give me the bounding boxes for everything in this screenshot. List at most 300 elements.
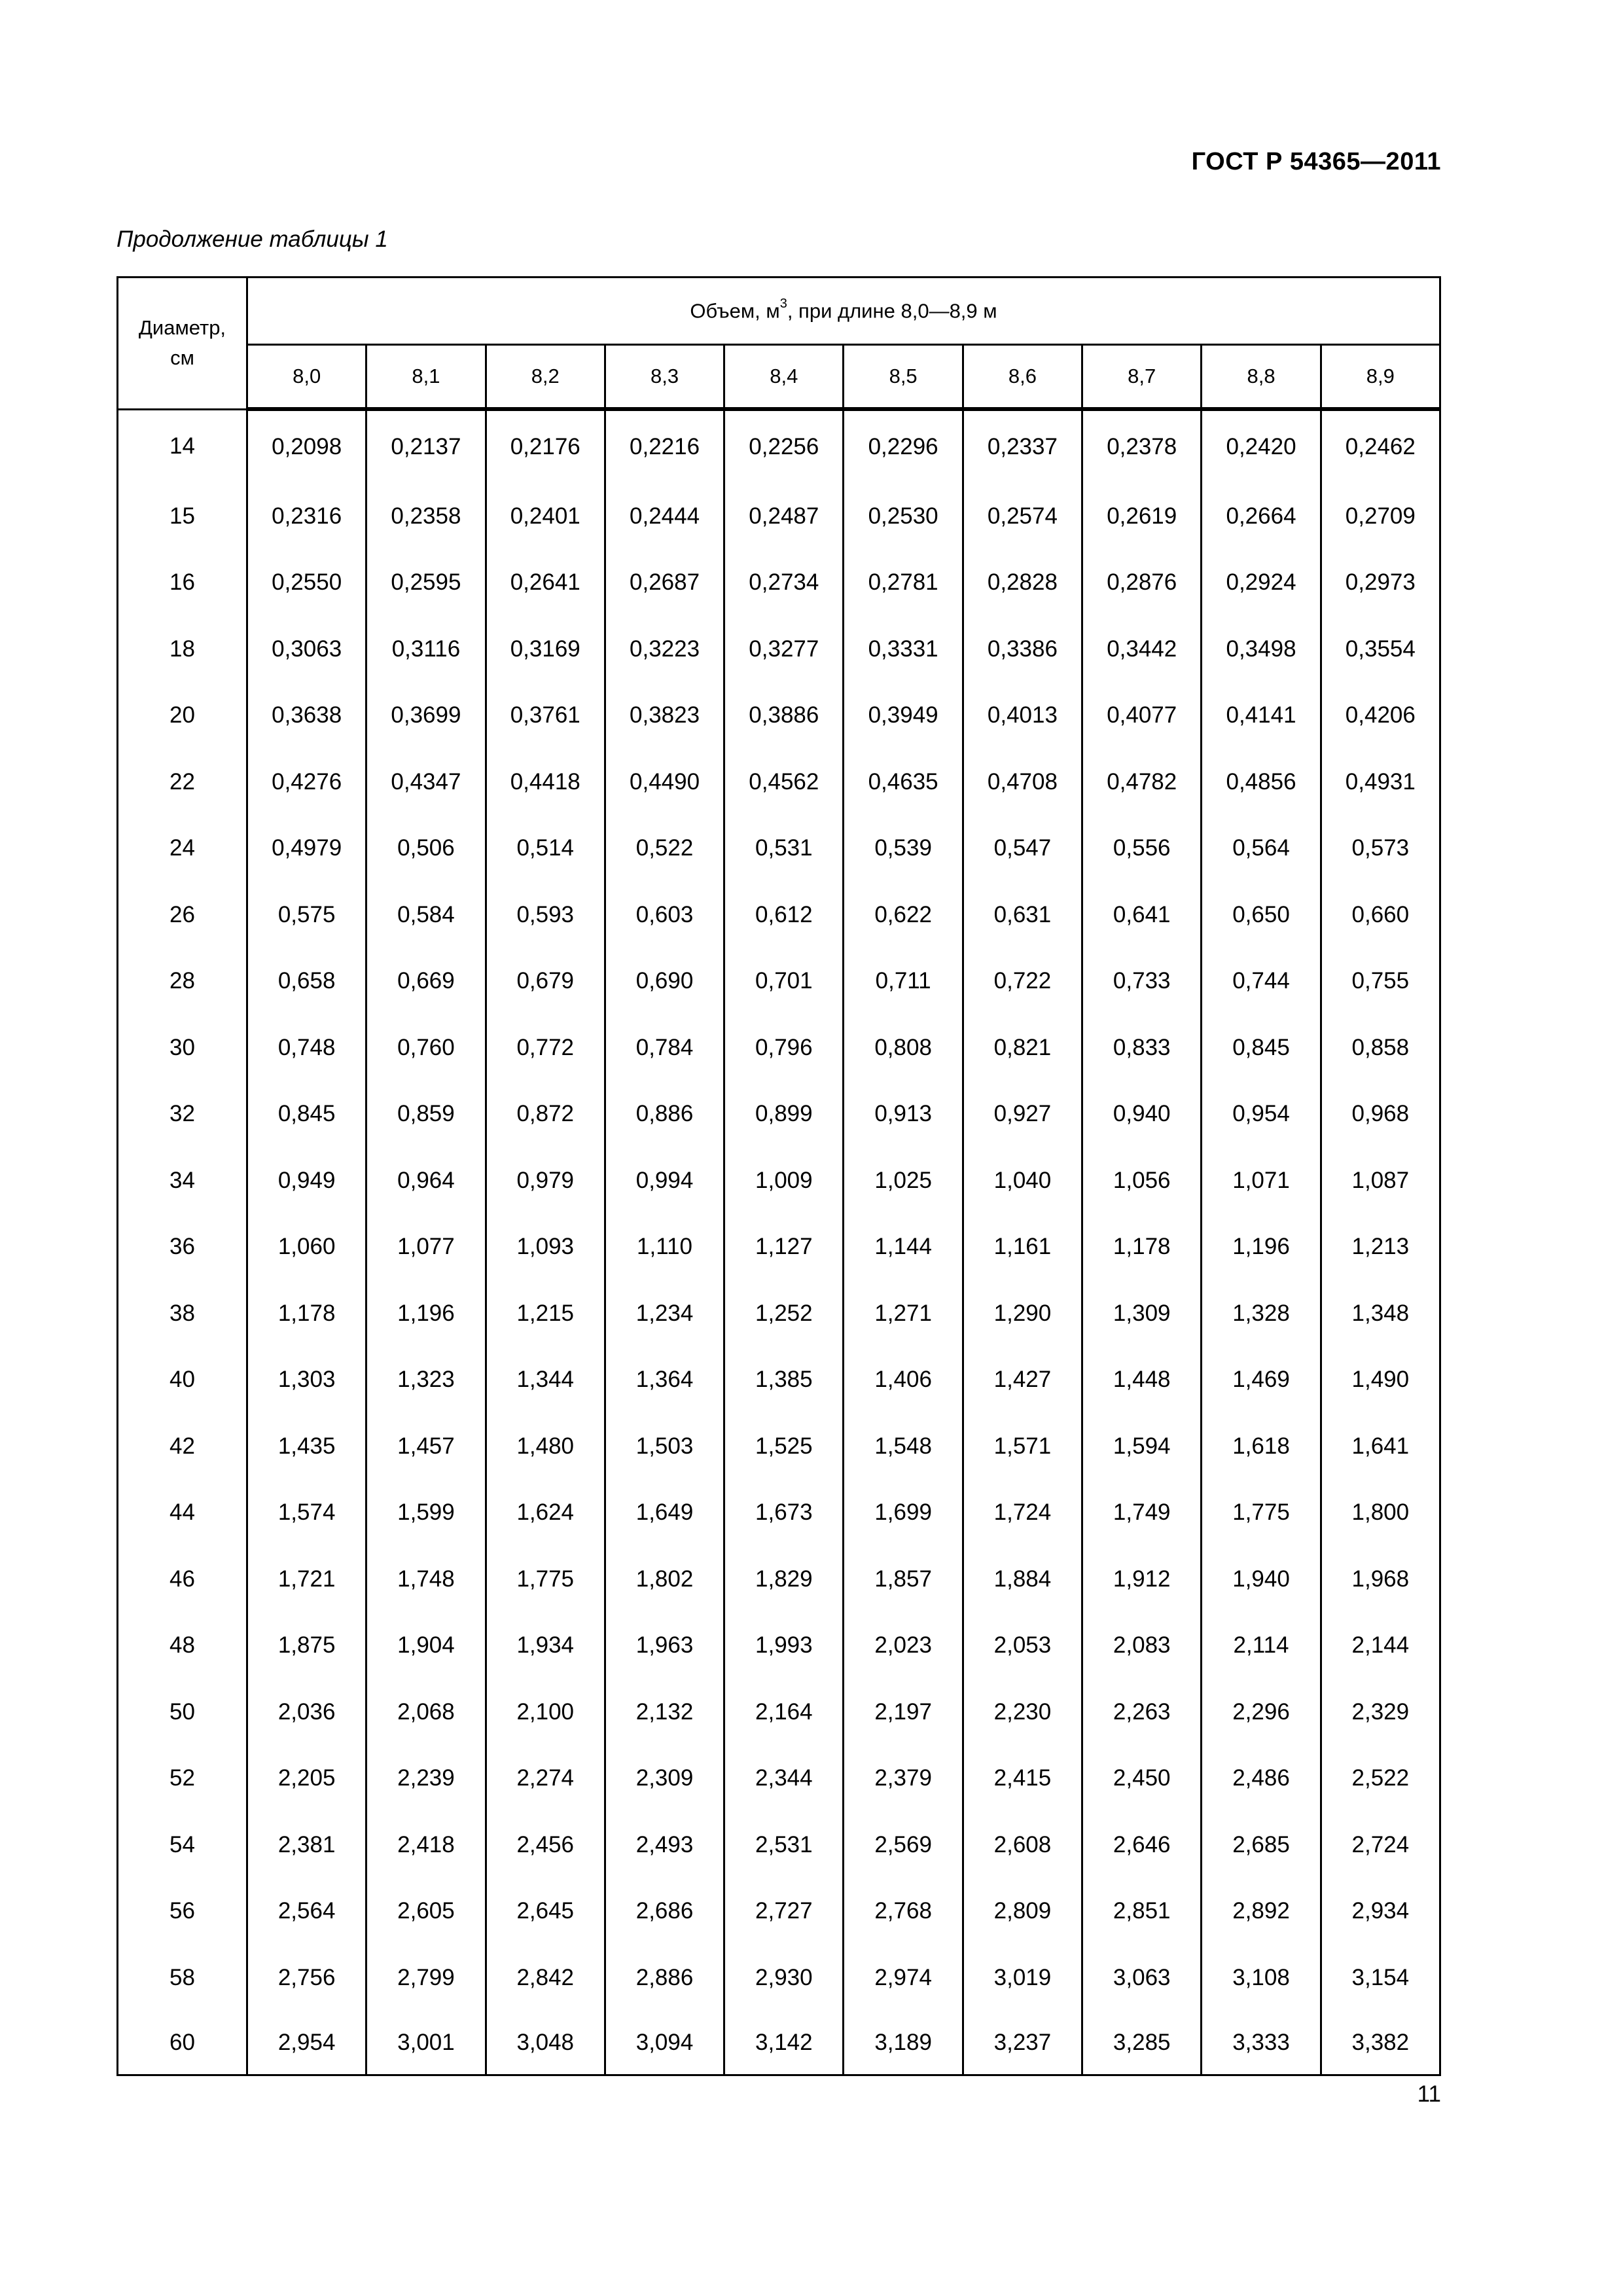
volume-cell: 3,154 xyxy=(1321,1945,1440,2011)
volume-cell: 0,2337 xyxy=(963,409,1082,483)
volume-cell: 0,784 xyxy=(605,1014,724,1081)
volume-cell: 0,2550 xyxy=(247,550,366,617)
volume-cell: 1,344 xyxy=(486,1347,605,1414)
table-row xyxy=(118,1014,1440,1081)
volume-cell: 1,215 xyxy=(486,1280,605,1347)
volume-cell: 0,940 xyxy=(1082,1081,1202,1148)
header-row-lengths xyxy=(118,345,1440,410)
volume-cell: 2,344 xyxy=(724,1746,844,1812)
volume-cell: 1,968 xyxy=(1321,1546,1440,1613)
diameter-cell: 56 xyxy=(118,1878,247,1945)
volume-cell: 2,493 xyxy=(605,1812,724,1878)
volume-cell: 1,364 xyxy=(605,1347,724,1414)
volume-cell: 1,641 xyxy=(1321,1413,1440,1480)
volume-cell: 2,100 xyxy=(486,1679,605,1746)
volume-cell: 0,949 xyxy=(247,1147,366,1214)
volume-cell: 1,884 xyxy=(963,1546,1082,1613)
volume-cell: 0,4013 xyxy=(963,683,1082,749)
diameter-column-header xyxy=(118,278,247,410)
volume-cell: 0,4708 xyxy=(963,749,1082,816)
volume-cell: 2,309 xyxy=(605,1746,724,1812)
volume-cell: 0,679 xyxy=(486,948,605,1015)
table-row xyxy=(118,749,1440,816)
volume-cell: 2,727 xyxy=(724,1878,844,1945)
volume-cell: 0,3823 xyxy=(605,683,724,749)
volume-cell: 1,328 xyxy=(1202,1280,1321,1347)
table-row xyxy=(118,1613,1440,1679)
volume-cell: 0,3554 xyxy=(1321,616,1440,683)
table-row xyxy=(118,1347,1440,1414)
volume-cell: 1,323 xyxy=(366,1347,486,1414)
volume-cell: 1,348 xyxy=(1321,1280,1440,1347)
table-header xyxy=(118,278,1440,410)
volume-cell: 0,3063 xyxy=(247,616,366,683)
volume-cell: 0,575 xyxy=(247,882,366,948)
diameter-cell: 26 xyxy=(118,882,247,948)
volume-cell: 0,547 xyxy=(963,816,1082,882)
volume-cell: 0,858 xyxy=(1321,1014,1440,1081)
volume-cell: 0,796 xyxy=(724,1014,844,1081)
length-header-cell: 8,8 xyxy=(1202,345,1321,410)
volume-cell: 0,886 xyxy=(605,1081,724,1148)
volume-cell: 0,722 xyxy=(963,948,1082,1015)
length-header-cell: 8,0 xyxy=(247,345,366,410)
volume-cell: 0,3638 xyxy=(247,683,366,749)
volume-cell: 2,068 xyxy=(366,1679,486,1746)
diameter-cell: 32 xyxy=(118,1081,247,1148)
volume-cell: 1,127 xyxy=(724,1214,844,1281)
volume-cell: 1,800 xyxy=(1321,1480,1440,1547)
diameter-cell: 46 xyxy=(118,1546,247,1613)
volume-cell: 0,658 xyxy=(247,948,366,1015)
length-header-cell: 8,3 xyxy=(605,345,724,410)
length-header-cell: 8,4 xyxy=(724,345,844,410)
volume-cell: 2,842 xyxy=(486,1945,605,2011)
volume-cell: 1,009 xyxy=(724,1147,844,1214)
volume-cell: 3,285 xyxy=(1082,2011,1202,2075)
volume-cell: 1,912 xyxy=(1082,1546,1202,1613)
volume-cell: 0,3949 xyxy=(844,683,963,749)
diameter-header-line1: Диаметр, xyxy=(138,316,226,340)
diameter-cell: 30 xyxy=(118,1014,247,1081)
volume-cell: 0,2876 xyxy=(1082,550,1202,617)
volume-cell: 2,809 xyxy=(963,1878,1082,1945)
volume-cell: 1,040 xyxy=(963,1147,1082,1214)
volume-cell: 0,808 xyxy=(844,1014,963,1081)
diameter-cell: 20 xyxy=(118,683,247,749)
length-header-cell: 8,6 xyxy=(963,345,1082,410)
volume-cell: 1,749 xyxy=(1082,1480,1202,1547)
volume-cell: 1,196 xyxy=(1202,1214,1321,1281)
volume-cell: 0,821 xyxy=(963,1014,1082,1081)
volume-cell: 2,646 xyxy=(1082,1812,1202,1878)
volume-cell: 0,584 xyxy=(366,882,486,948)
volume-cell: 3,063 xyxy=(1082,1945,1202,2011)
volume-header-sup: 3 xyxy=(779,296,787,311)
volume-cell: 1,571 xyxy=(963,1413,1082,1480)
table-row xyxy=(118,882,1440,948)
table-row xyxy=(118,550,1440,617)
volume-cell: 1,087 xyxy=(1321,1147,1440,1214)
volume-cell: 0,4418 xyxy=(486,749,605,816)
volume-cell: 0,2687 xyxy=(605,550,724,617)
volume-cell: 0,514 xyxy=(486,816,605,882)
volume-cell: 1,618 xyxy=(1202,1413,1321,1480)
diameter-cell: 16 xyxy=(118,550,247,617)
volume-cell: 2,645 xyxy=(486,1878,605,1945)
volume-cell: 2,053 xyxy=(963,1613,1082,1679)
volume-cell: 1,748 xyxy=(366,1546,486,1613)
volume-cell: 0,2444 xyxy=(605,483,724,550)
volume-cell: 2,522 xyxy=(1321,1746,1440,1812)
volume-cell: 1,309 xyxy=(1082,1280,1202,1347)
volume-cell: 1,406 xyxy=(844,1347,963,1414)
volume-cell: 0,539 xyxy=(844,816,963,882)
volume-cell: 1,624 xyxy=(486,1480,605,1547)
volume-cell: 1,457 xyxy=(366,1413,486,1480)
volume-cell: 0,2641 xyxy=(486,550,605,617)
table-row xyxy=(118,1480,1440,1547)
volume-cell: 1,490 xyxy=(1321,1347,1440,1414)
volume-cell: 1,875 xyxy=(247,1613,366,1679)
table-row xyxy=(118,1413,1440,1480)
volume-cell: 0,573 xyxy=(1321,816,1440,882)
volume-cell: 0,531 xyxy=(724,816,844,882)
volume-header-prefix: Объем, м xyxy=(690,299,780,323)
volume-cell: 2,083 xyxy=(1082,1613,1202,1679)
table-row xyxy=(118,1878,1440,1945)
volume-cell: 2,892 xyxy=(1202,1878,1321,1945)
volume-cell: 0,4490 xyxy=(605,749,724,816)
volume-cell: 1,025 xyxy=(844,1147,963,1214)
table-row xyxy=(118,948,1440,1015)
volume-cell: 1,574 xyxy=(247,1480,366,1547)
volume-cell: 1,599 xyxy=(366,1480,486,1547)
volume-cell: 0,927 xyxy=(963,1081,1082,1148)
volume-cell: 2,886 xyxy=(605,1945,724,2011)
volume-cell: 2,197 xyxy=(844,1679,963,1746)
diameter-cell: 34 xyxy=(118,1147,247,1214)
volume-cell: 3,001 xyxy=(366,2011,486,2075)
volume-cell: 1,427 xyxy=(963,1347,1082,1414)
volume-cell: 0,3699 xyxy=(366,683,486,749)
volume-cell: 1,940 xyxy=(1202,1546,1321,1613)
volume-cell: 1,802 xyxy=(605,1546,724,1613)
volume-cell: 2,205 xyxy=(247,1746,366,1812)
volume-cell: 1,904 xyxy=(366,1613,486,1679)
volume-cell: 1,775 xyxy=(1202,1480,1321,1547)
volume-cell: 0,2296 xyxy=(844,409,963,483)
volume-cell: 3,382 xyxy=(1321,2011,1440,2075)
volume-cell: 0,564 xyxy=(1202,816,1321,882)
diameter-cell: 44 xyxy=(118,1480,247,1547)
volume-cell: 2,239 xyxy=(366,1746,486,1812)
volume-cell: 0,2401 xyxy=(486,483,605,550)
volume-cell: 1,385 xyxy=(724,1347,844,1414)
volume-cell: 1,252 xyxy=(724,1280,844,1347)
length-header-cell: 8,2 xyxy=(486,345,605,410)
volume-cell: 3,142 xyxy=(724,2011,844,2075)
volume-cell: 1,303 xyxy=(247,1347,366,1414)
volume-cell: 0,2530 xyxy=(844,483,963,550)
table-row xyxy=(118,1081,1440,1148)
volume-cell: 0,845 xyxy=(1202,1014,1321,1081)
volume-cell: 2,023 xyxy=(844,1613,963,1679)
table-row xyxy=(118,1679,1440,1746)
volume-cell: 0,506 xyxy=(366,816,486,882)
volume-cell: 0,3116 xyxy=(366,616,486,683)
volume-cell: 1,071 xyxy=(1202,1147,1321,1214)
volume-cell: 0,899 xyxy=(724,1081,844,1148)
diameter-cell: 28 xyxy=(118,948,247,1015)
volume-cell: 2,379 xyxy=(844,1746,963,1812)
diameter-header-line2: см xyxy=(170,346,194,370)
volume-header-suffix: , при длине 8,0—8,9 м xyxy=(787,299,997,323)
volume-cell: 0,701 xyxy=(724,948,844,1015)
diameter-cell: 40 xyxy=(118,1347,247,1414)
volume-cell: 1,178 xyxy=(1082,1214,1202,1281)
volume-cell: 0,2256 xyxy=(724,409,844,483)
volume-cell: 0,3169 xyxy=(486,616,605,683)
volume-cell: 1,857 xyxy=(844,1546,963,1613)
volume-cell: 2,564 xyxy=(247,1878,366,1945)
volume-cell: 2,605 xyxy=(366,1878,486,1945)
table-row xyxy=(118,616,1440,683)
volume-cell: 2,415 xyxy=(963,1746,1082,1812)
volume-cell: 2,608 xyxy=(963,1812,1082,1878)
volume-cell: 1,548 xyxy=(844,1413,963,1480)
volume-cell: 1,144 xyxy=(844,1214,963,1281)
volume-cell: 0,2828 xyxy=(963,550,1082,617)
volume-cell: 2,685 xyxy=(1202,1812,1321,1878)
volume-cell: 0,2216 xyxy=(605,409,724,483)
volume-cell: 0,755 xyxy=(1321,948,1440,1015)
volume-cell: 3,108 xyxy=(1202,1945,1321,2011)
volume-cell: 0,2098 xyxy=(247,409,366,483)
volume-cell: 0,711 xyxy=(844,948,963,1015)
volume-cell: 0,968 xyxy=(1321,1081,1440,1148)
volume-cell: 0,4931 xyxy=(1321,749,1440,816)
volume-cell: 0,733 xyxy=(1082,948,1202,1015)
diameter-cell: 15 xyxy=(118,483,247,550)
volume-cell: 2,486 xyxy=(1202,1746,1321,1812)
volume-cell: 0,2420 xyxy=(1202,409,1321,483)
volume-cell: 0,3331 xyxy=(844,616,963,683)
volume-cell: 2,296 xyxy=(1202,1679,1321,1746)
volume-table xyxy=(116,276,1441,2076)
diameter-cell: 42 xyxy=(118,1413,247,1480)
volume-cell: 1,649 xyxy=(605,1480,724,1547)
volume-cell: 0,994 xyxy=(605,1147,724,1214)
volume-cell: 1,775 xyxy=(486,1546,605,1613)
volume-cell: 0,954 xyxy=(1202,1081,1321,1148)
volume-cell: 0,3386 xyxy=(963,616,1082,683)
volume-cell: 0,669 xyxy=(366,948,486,1015)
volume-group-header xyxy=(247,278,1440,345)
diameter-cell: 22 xyxy=(118,749,247,816)
table-row xyxy=(118,1746,1440,1812)
page-number: 11 xyxy=(1417,2081,1441,2107)
volume-cell: 0,603 xyxy=(605,882,724,948)
volume-cell: 2,036 xyxy=(247,1679,366,1746)
volume-cell: 0,650 xyxy=(1202,882,1321,948)
volume-cell: 1,829 xyxy=(724,1546,844,1613)
volume-cell: 1,161 xyxy=(963,1214,1082,1281)
volume-cell: 1,196 xyxy=(366,1280,486,1347)
volume-cell: 0,4077 xyxy=(1082,683,1202,749)
diameter-cell: 24 xyxy=(118,816,247,882)
length-header-cell: 8,9 xyxy=(1321,345,1440,410)
diameter-cell: 48 xyxy=(118,1613,247,1679)
volume-cell: 0,612 xyxy=(724,882,844,948)
volume-cell: 0,2595 xyxy=(366,550,486,617)
table-row xyxy=(118,1214,1440,1281)
volume-cell: 2,450 xyxy=(1082,1746,1202,1812)
volume-cell: 2,686 xyxy=(605,1878,724,1945)
diameter-cell: 52 xyxy=(118,1746,247,1812)
volume-cell: 2,974 xyxy=(844,1945,963,2011)
volume-cell: 0,2973 xyxy=(1321,550,1440,617)
volume-cell: 0,2316 xyxy=(247,483,366,550)
volume-cell: 1,056 xyxy=(1082,1147,1202,1214)
volume-cell: 0,3277 xyxy=(724,616,844,683)
volume-cell: 2,531 xyxy=(724,1812,844,1878)
volume-cell: 1,993 xyxy=(724,1613,844,1679)
diameter-cell: 50 xyxy=(118,1679,247,1746)
volume-cell: 1,480 xyxy=(486,1413,605,1480)
volume-cell: 2,799 xyxy=(366,1945,486,2011)
volume-cell: 2,456 xyxy=(486,1812,605,1878)
volume-cell: 1,448 xyxy=(1082,1347,1202,1414)
volume-cell: 2,381 xyxy=(247,1812,366,1878)
table-caption: Продолжение таблицы 1 xyxy=(116,226,388,252)
diameter-cell: 36 xyxy=(118,1214,247,1281)
volume-cell: 0,913 xyxy=(844,1081,963,1148)
volume-cell: 0,2709 xyxy=(1321,483,1440,550)
volume-cell: 2,164 xyxy=(724,1679,844,1746)
volume-cell: 1,060 xyxy=(247,1214,366,1281)
table-row xyxy=(118,409,1440,483)
volume-cell: 0,4856 xyxy=(1202,749,1321,816)
volume-cell: 0,760 xyxy=(366,1014,486,1081)
volume-cell: 0,2734 xyxy=(724,550,844,617)
diameter-cell: 58 xyxy=(118,1945,247,2011)
table-row xyxy=(118,2011,1440,2075)
length-header-cell: 8,5 xyxy=(844,345,963,410)
volume-cell: 0,3761 xyxy=(486,683,605,749)
volume-cell: 2,230 xyxy=(963,1679,1082,1746)
volume-cell: 0,748 xyxy=(247,1014,366,1081)
diameter-cell: 54 xyxy=(118,1812,247,1878)
volume-cell: 0,872 xyxy=(486,1081,605,1148)
diameter-cell: 60 xyxy=(118,2011,247,2075)
volume-cell: 0,4206 xyxy=(1321,683,1440,749)
volume-cell: 0,556 xyxy=(1082,816,1202,882)
volume-cell: 0,593 xyxy=(486,882,605,948)
table-row xyxy=(118,1812,1440,1878)
volume-cell: 0,2358 xyxy=(366,483,486,550)
volume-cell: 0,833 xyxy=(1082,1014,1202,1081)
volume-cell: 1,271 xyxy=(844,1280,963,1347)
volume-cell: 0,4141 xyxy=(1202,683,1321,749)
volume-cell: 2,144 xyxy=(1321,1613,1440,1679)
volume-cell: 1,673 xyxy=(724,1480,844,1547)
volume-cell: 0,859 xyxy=(366,1081,486,1148)
length-header-cell: 8,1 xyxy=(366,345,486,410)
diameter-cell: 14 xyxy=(118,409,247,483)
volume-cell: 0,522 xyxy=(605,816,724,882)
volume-cell: 0,660 xyxy=(1321,882,1440,948)
table-row xyxy=(118,1945,1440,2011)
table-row xyxy=(118,1546,1440,1613)
volume-cell: 0,690 xyxy=(605,948,724,1015)
header-row-group xyxy=(118,278,1440,345)
volume-cell: 0,2487 xyxy=(724,483,844,550)
volume-cell: 0,2378 xyxy=(1082,409,1202,483)
volume-cell: 1,234 xyxy=(605,1280,724,1347)
volume-cell: 2,329 xyxy=(1321,1679,1440,1746)
length-header-cell: 8,7 xyxy=(1082,345,1202,410)
volume-cell: 0,3442 xyxy=(1082,616,1202,683)
volume-cell: 2,263 xyxy=(1082,1679,1202,1746)
volume-cell: 3,189 xyxy=(844,2011,963,2075)
table-row xyxy=(118,483,1440,550)
volume-cell: 2,569 xyxy=(844,1812,963,1878)
volume-cell: 0,4635 xyxy=(844,749,963,816)
volume-cell: 1,469 xyxy=(1202,1347,1321,1414)
volume-cell: 0,2619 xyxy=(1082,483,1202,550)
volume-cell: 2,934 xyxy=(1321,1878,1440,1945)
volume-cell: 0,772 xyxy=(486,1014,605,1081)
table-row xyxy=(118,816,1440,882)
volume-cell: 0,4276 xyxy=(247,749,366,816)
volume-cell: 3,094 xyxy=(605,2011,724,2075)
volume-cell: 2,418 xyxy=(366,1812,486,1878)
volume-cell: 0,3886 xyxy=(724,683,844,749)
volume-cell: 1,290 xyxy=(963,1280,1082,1347)
volume-cell: 0,2176 xyxy=(486,409,605,483)
volume-cell: 1,178 xyxy=(247,1280,366,1347)
volume-cell: 0,2137 xyxy=(366,409,486,483)
volume-cell: 0,4782 xyxy=(1082,749,1202,816)
standard-code: ГОСТ Р 54365—2011 xyxy=(1191,148,1441,175)
volume-cell: 2,768 xyxy=(844,1878,963,1945)
volume-cell: 1,093 xyxy=(486,1214,605,1281)
volume-cell: 2,756 xyxy=(247,1945,366,2011)
volume-cell: 3,237 xyxy=(963,2011,1082,2075)
volume-cell: 0,2462 xyxy=(1321,409,1440,483)
volume-cell: 2,930 xyxy=(724,1945,844,2011)
volume-cell: 2,132 xyxy=(605,1679,724,1746)
volume-cell: 0,964 xyxy=(366,1147,486,1214)
volume-cell: 2,114 xyxy=(1202,1613,1321,1679)
table-row xyxy=(118,683,1440,749)
volume-cell: 0,2781 xyxy=(844,550,963,617)
volume-cell: 0,3498 xyxy=(1202,616,1321,683)
volume-cell: 3,333 xyxy=(1202,2011,1321,2075)
volume-cell: 2,724 xyxy=(1321,1812,1440,1878)
volume-cell: 0,4562 xyxy=(724,749,844,816)
volume-cell: 1,435 xyxy=(247,1413,366,1480)
volume-cell: 2,274 xyxy=(486,1746,605,1812)
diameter-cell: 18 xyxy=(118,616,247,683)
volume-cell: 1,110 xyxy=(605,1214,724,1281)
volume-cell: 2,954 xyxy=(247,2011,366,2075)
volume-cell: 1,699 xyxy=(844,1480,963,1547)
volume-cell: 1,724 xyxy=(963,1480,1082,1547)
volume-cell: 1,213 xyxy=(1321,1214,1440,1281)
volume-cell: 0,641 xyxy=(1082,882,1202,948)
